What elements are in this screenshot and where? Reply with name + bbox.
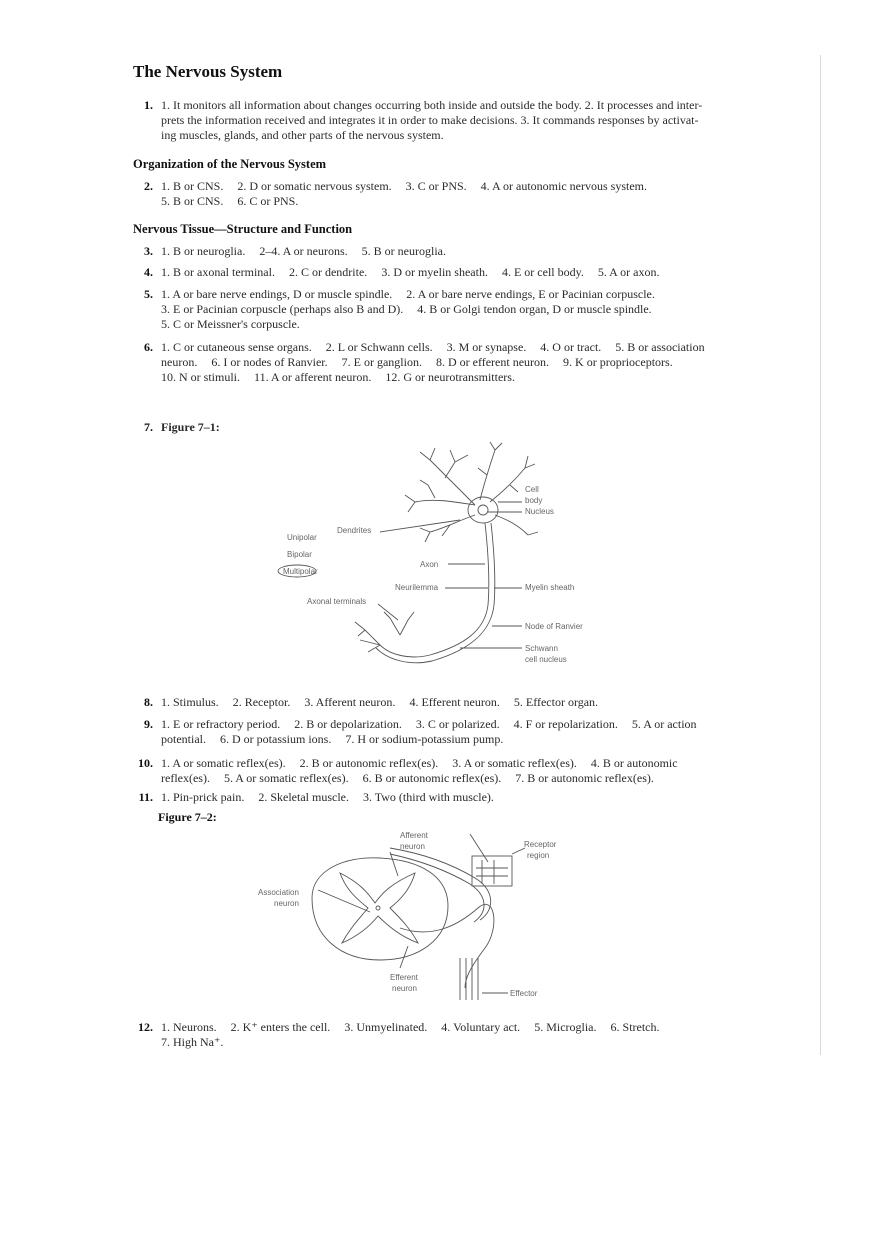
answer: 12. G or neurotransmitters. xyxy=(385,370,515,384)
answer-line xyxy=(161,340,813,355)
label-efferent-2: neuron xyxy=(392,984,417,993)
label-efferent-1: Efferent xyxy=(390,973,418,982)
answer: 4. B or Golgi tendon organ, D or muscle spindle. xyxy=(417,302,652,316)
answer: potential. xyxy=(161,732,206,746)
gray-matter xyxy=(340,873,418,943)
answer: 3. C or PNS. xyxy=(405,179,467,193)
figure-label: Figure 7–1: xyxy=(161,420,220,434)
answer-item-9 xyxy=(133,717,813,747)
page-title: The Nervous System xyxy=(133,62,283,81)
answer-item-7 xyxy=(133,420,813,435)
answer-item-12 xyxy=(133,1020,813,1050)
answer-line xyxy=(161,756,813,771)
answer: 4. A or autonomic nervous system. xyxy=(480,179,647,193)
answer: 7. H or sodium-potassium pump. xyxy=(345,732,504,746)
answer: 6. C or PNS. xyxy=(237,194,299,208)
item-number: 5. xyxy=(144,287,153,301)
answer: 2. B or autonomic reflex(es). xyxy=(299,756,439,770)
label-association-2: neuron xyxy=(274,899,299,908)
answer: 1. B or CNS. xyxy=(161,179,224,193)
label-afferent-1: Afferent xyxy=(400,831,428,840)
answer: 4. F or repolarization. xyxy=(513,717,618,731)
answer: neuron. xyxy=(161,355,198,369)
label-cell: Cell xyxy=(525,485,539,494)
answer: 1. A or somatic reflex(es). xyxy=(161,756,286,770)
label-unipolar: Unipolar xyxy=(287,533,317,542)
answer-line xyxy=(161,695,813,710)
answer-line xyxy=(161,244,813,259)
answer: 3. C or polarized. xyxy=(415,717,500,731)
afferent-path-inner xyxy=(390,854,484,922)
answer: 5. A or action xyxy=(631,717,697,731)
answer: 5. B or CNS. xyxy=(161,194,224,208)
afferent-path xyxy=(390,848,491,920)
item-number: 4. xyxy=(144,265,153,279)
answer: 6. D or potassium ions. xyxy=(220,732,332,746)
answer: 1. C or cutaneous sense organs. xyxy=(161,340,312,354)
answer-item-5 xyxy=(133,287,813,332)
neuron-figure xyxy=(280,440,600,675)
label-receptor-1: Receptor xyxy=(524,840,557,849)
answer: 9. K or proprioceptors. xyxy=(563,355,673,369)
answer: 4. E or cell body. xyxy=(501,265,584,279)
answer: 5. C or Meissner's corpuscle. xyxy=(161,317,300,331)
answer-line xyxy=(161,265,813,280)
answer-item-11 xyxy=(133,790,813,805)
answer: 3. Unmyelinated. xyxy=(344,1020,428,1034)
answer-item-3 xyxy=(133,244,813,259)
answer-line: ing muscles, glands, and other parts of the nervous system. xyxy=(161,128,444,142)
leader-lines xyxy=(378,502,522,648)
item-number: 1. xyxy=(144,98,153,112)
section-heading-tissue: Nervous Tissue—Structure and Function xyxy=(133,222,353,236)
label-axonal-terminals: Axonal terminals xyxy=(307,597,367,606)
answer: 2. Receptor. xyxy=(232,695,291,709)
label-neurilemma: Neurilemma xyxy=(395,583,439,592)
label-receptor-2: region xyxy=(527,851,550,860)
answer: 2–4. A or neurons. xyxy=(259,244,348,258)
section-heading-organization: Organization of the Nervous System xyxy=(133,157,327,171)
item-number: 7. xyxy=(144,420,153,434)
answer: 4. Efferent neuron. xyxy=(409,695,500,709)
answer-line xyxy=(161,1020,813,1035)
answer: 3. Two (third with muscle). xyxy=(362,790,494,804)
answer: 2. L or Schwann cells. xyxy=(325,340,433,354)
answer: 3. D or myelin sheath. xyxy=(381,265,488,279)
answer-line xyxy=(161,790,813,805)
answer: 3. E or Pacinian corpuscle (perhaps also B and D). xyxy=(161,302,404,316)
answer-line: prets the information received and integrates it in order to make decisions. 3. It commands responses by activat- xyxy=(161,113,699,127)
answer: 3. A or somatic reflex(es). xyxy=(452,756,577,770)
answer: 5. B or association xyxy=(615,340,705,354)
label-bipolar: Bipolar xyxy=(287,550,312,559)
answer: 4. B or autonomic xyxy=(590,756,678,770)
answer: 2. C or dendrite. xyxy=(288,265,368,279)
answer: 4. O or tract. xyxy=(540,340,602,354)
answer: 4. Voluntary act. xyxy=(441,1020,521,1034)
item-number: 2. xyxy=(144,179,153,193)
answer-line xyxy=(161,317,813,332)
answer: 2. B or depolarization. xyxy=(294,717,402,731)
answer: 11. A or afferent neuron. xyxy=(254,370,372,384)
answer: 3. Afferent neuron. xyxy=(304,695,396,709)
label-schwann1: Schwann xyxy=(525,644,558,653)
answer-line xyxy=(161,1035,813,1050)
answer: 1. B or axonal terminal. xyxy=(161,265,275,279)
answer: 1. Stimulus. xyxy=(161,695,219,709)
label-multipolar: Multipolar xyxy=(283,567,318,576)
answer: 5. A or axon. xyxy=(597,265,660,279)
answer: 5. Effector organ. xyxy=(513,695,599,709)
item-number: 10. xyxy=(138,756,153,770)
label-schwann2: cell nucleus xyxy=(525,655,567,664)
receptor-box xyxy=(472,856,512,886)
answer: 6. B or autonomic reflex(es). xyxy=(362,771,502,785)
label-node: Node of Ranvier xyxy=(525,622,583,631)
item-number: 11. xyxy=(138,790,153,804)
answer-line xyxy=(161,302,813,317)
label-axon: Axon xyxy=(420,560,439,569)
answer: 2. D or somatic nervous system. xyxy=(237,179,392,193)
answer: 8. D or efferent neuron. xyxy=(435,355,550,369)
label-association-1: Association xyxy=(258,888,299,897)
answer-item-8 xyxy=(133,695,813,710)
answer-line xyxy=(161,370,813,385)
nucleus-shape xyxy=(478,505,488,515)
central-canal xyxy=(376,906,380,910)
item-number: 8. xyxy=(144,695,153,709)
answer: 7. E or ganglion. xyxy=(341,355,422,369)
answer-line xyxy=(161,717,813,732)
answer: 10. N or stimuli. xyxy=(161,370,241,384)
label-dendrites: Dendrites xyxy=(337,526,372,535)
answer: 1. B or neuroglia. xyxy=(161,244,246,258)
answer: 6. I or nodes of Ranvier. xyxy=(211,355,328,369)
answer: 1. A or bare nerve endings, D or muscle spindle. xyxy=(161,287,393,301)
answer-line: 1. It monitors all information about changes occurring both inside and outside the body. 2. It processes and inter- xyxy=(161,98,703,112)
dendrites-drawing xyxy=(405,442,538,542)
answer-item-1 xyxy=(133,98,813,143)
label-nucleus: Nucleus xyxy=(525,507,554,516)
axonal-terminals-drawing xyxy=(355,612,414,652)
answer: 6. Stretch. xyxy=(610,1020,660,1034)
myelin-drawing xyxy=(376,523,495,663)
item-number: 9. xyxy=(144,717,153,731)
effector-muscle xyxy=(460,958,478,1000)
answer: 2. K⁺ enters the cell. xyxy=(230,1020,331,1034)
answer-line xyxy=(161,287,813,302)
item-number: 3. xyxy=(144,244,153,258)
label-myelin: Myelin sheath xyxy=(525,583,575,592)
pin-line xyxy=(470,834,488,862)
answer: 5. A or somatic reflex(es). xyxy=(223,771,349,785)
answer-item-4 xyxy=(133,265,813,280)
answer-line xyxy=(161,194,813,209)
figure-label: Figure 7–2: xyxy=(158,810,217,824)
answer-item-2 xyxy=(133,179,813,209)
item-number: 12. xyxy=(138,1020,153,1034)
page-edge xyxy=(820,55,821,1055)
answer-line xyxy=(161,179,813,194)
answer: 7. High Na⁺. xyxy=(161,1035,224,1049)
label-afferent-2: neuron xyxy=(400,842,425,851)
answer: 1. E or refractory period. xyxy=(161,717,281,731)
answer: 3. M or synapse. xyxy=(446,340,527,354)
label-effector: Effector xyxy=(510,989,538,998)
answer-item-6 xyxy=(133,340,813,385)
answer: 1. Pin-prick pain. xyxy=(161,790,245,804)
answer: 5. Microglia. xyxy=(534,1020,597,1034)
cell-body-shape xyxy=(468,497,498,523)
answer: reflex(es). xyxy=(161,771,210,785)
answer-line xyxy=(161,355,813,370)
answer: 2. A or bare nerve endings, E or Pacinian corpuscle. xyxy=(406,287,655,301)
reflex-arc-figure xyxy=(250,828,570,1008)
answer: 7. B or autonomic reflex(es). xyxy=(515,771,654,785)
answer-item-10 xyxy=(133,756,813,786)
answer: 1. Neurons. xyxy=(161,1020,217,1034)
answer-line xyxy=(161,732,813,747)
label-body: body xyxy=(525,496,543,505)
answer: 2. Skeletal muscle. xyxy=(258,790,349,804)
item-number: 6. xyxy=(144,340,153,354)
answer: 5. B or neuroglia. xyxy=(361,244,446,258)
answer-line xyxy=(161,771,813,786)
